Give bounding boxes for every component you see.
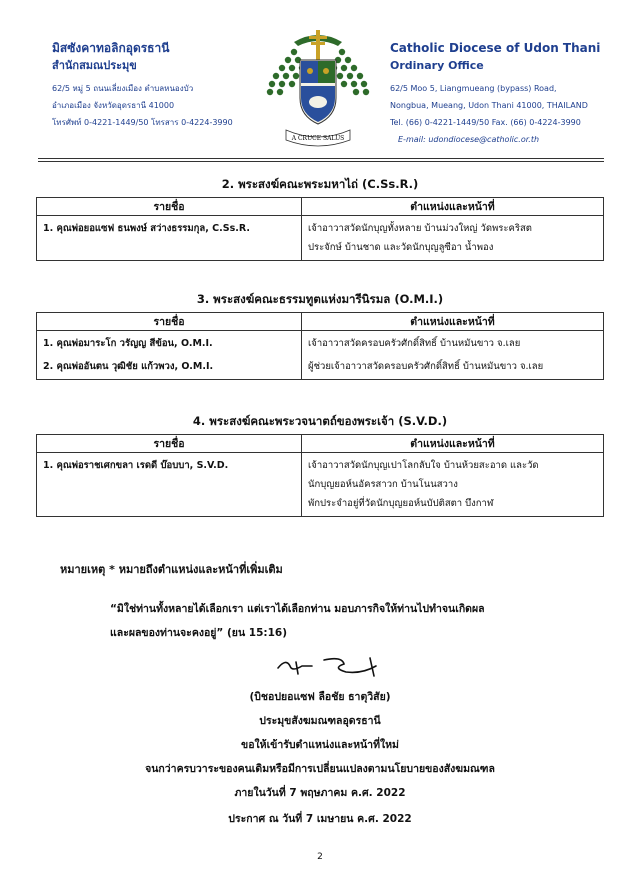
header-divider — [38, 158, 604, 159]
role-line: ผู้ช่วยเจ้าอาวาสวัดครอบครัวศักดิ์สิทธิ์ บ้านหมันขาว จ.เลย — [308, 361, 544, 372]
role-line: นักบุญยอห์นอัครสาวก บ้านโนนสวาง — [308, 479, 458, 490]
address-line-2-thai: อำเภอเมือง จังหวัดอุดรธานี 41000 — [52, 101, 175, 110]
column-header-role: ตำแหน่งและหน้าที่ — [302, 198, 604, 216]
table-svd — [36, 434, 604, 517]
column-header-role: ตำแหน่งและหน้าที่ — [302, 313, 604, 331]
phone-english: Tel. (66) 0-4221-1449/50 Fax. (66) 0-4224-3990 — [390, 118, 581, 127]
office-name-english: Ordinary Office — [390, 59, 484, 72]
column-header-name: รายชื่อ — [37, 435, 302, 453]
address-line-1-english: 62/5 Moo 5, Liangmueang (bypass) Road, — [390, 84, 557, 93]
table-cssr — [36, 197, 604, 261]
quote-line-1: “มิใช่ท่านทั้งหลายได้เลือกเรา แต่เราได้เลือกท่าน มอบภารกิจให้ท่านไปทำจนเกิดผล — [110, 603, 485, 615]
diocese-crest-logo — [264, 26, 372, 152]
priest-name: 1. คุณพ่อยอแซฟ ธนพงษ์ สว่างธรรมกุล, C.Ss.R. — [43, 223, 250, 234]
closing-line-3: ภายในวันที่ 7 พฤษภาคม ค.ศ. 2022 — [234, 787, 406, 799]
header-right-english — [390, 40, 630, 148]
quote-line-2: และผลของท่านจะคงอยู่” (ยน 15:16) — [110, 627, 287, 639]
name-cell — [37, 453, 302, 517]
role-line: พักประจำอยู่ที่วัดนักบุญยอห์นบัปติสตา บึงกาฬ — [308, 498, 494, 509]
closing-line-1: ขอให้เข้ารับตำแหน่งและหน้าที่ใหม่ — [241, 739, 399, 751]
priest-name: 2. คุณพ่ออันตน วุฒิชัย แก้วพวง, O.M.I. — [43, 361, 214, 372]
header-divider-second — [38, 161, 604, 162]
org-name-english: Catholic Diocese of Udon Thani — [390, 41, 601, 55]
role-cell — [302, 216, 604, 261]
column-header-name: รายชื่อ — [37, 198, 302, 216]
column-header-name: รายชื่อ — [37, 313, 302, 331]
email-address: E-mail: udondiocese@catholic.or.th — [398, 135, 540, 144]
table-row — [37, 331, 604, 380]
role-line: เจ้าอาวาสวัดนักบุญเปาโลกลับใจ บ้านห้วยสะอาด และวัด — [308, 460, 539, 471]
table-omi — [36, 312, 604, 380]
announcement-date: ประกาศ ณ วันที่ 7 เมษายน ค.ศ. 2022 — [228, 813, 412, 825]
signatory-name: (บิชอปยอแซฟ ลือชัย ธาตุวิสัย) — [249, 691, 391, 703]
office-name-thai: สำนักสมณประมุข — [52, 59, 137, 72]
priest-name: 1. คุณพ่อราชเศกขลา เรดดี บ๊อบบา, S.V.D. — [43, 460, 229, 471]
phone-thai: โทรศัพท์ 0-4221-1449/50 โทรสาร 0-4224-3990 — [52, 118, 233, 127]
table-row — [37, 453, 604, 517]
section-title-svd: 4. พระสงฆ์คณะพระวจนาตถ์ของพระเจ้า (S.V.D.) — [192, 414, 448, 428]
handwritten-signature — [272, 652, 392, 678]
name-cell — [37, 216, 302, 261]
address-line-2-english: Nongbua, Mueang, Udon Thani 41000, THAILAND — [390, 101, 588, 110]
role-cell — [302, 453, 604, 517]
priest-name: 1. คุณพ่อมาระโก วรัญญ สีข้อน, O.M.I. — [43, 338, 213, 349]
section-title-omi: 3. พระสงฆ์คณะธรรมทูตแห่งมารีนิรมล (O.M.I.) — [196, 292, 444, 306]
table-row — [37, 216, 604, 261]
closing-line-2: จนกว่าครบวาระของคนเดิมหรือมีการเปลี่ยนแปลงตามนโยบายของสังฆมณฑล — [145, 763, 495, 775]
name-cell — [37, 331, 302, 380]
page-number: 2 — [317, 852, 323, 862]
role-line: ประจักษ์ บ้านชาด และวัดนักบุญลูซีอา น้ำพอง — [308, 242, 494, 253]
section-title-cssr: 2. พระสงฆ์คณะพระมหาไถ่ (C.Ss.R.) — [221, 177, 419, 191]
bible-quote — [110, 597, 580, 645]
column-header-role: ตำแหน่งและหน้าที่ — [302, 435, 604, 453]
role-cell — [302, 331, 604, 380]
footnote: หมายเหตุ * หมายถึงตำแหน่งและหน้าที่เพิ่มเติม — [60, 563, 283, 576]
signatory-title: ประมุขสังฆมณฑลอุดรธานี — [259, 715, 381, 727]
address-line-1-thai: 62/5 หมู่ 5 ถนนเลี่ยงเมือง ตำบลหนองบัว — [52, 84, 194, 93]
org-name-thai: มิสซังคาทอลิกอุดรธานี — [52, 41, 170, 55]
crest-motto-text: A CRUCE SALUS — [291, 135, 345, 142]
header-left-thai — [52, 40, 282, 131]
role-line: เจ้าอาวาสวัดครอบครัวศักดิ์สิทธิ์ บ้านหมันขาว จ.เลย — [308, 338, 521, 349]
role-line: เจ้าอาวาสวัดนักบุญทั้งหลาย บ้านม่วงใหญ่ วัดพระคริสต — [308, 223, 532, 234]
